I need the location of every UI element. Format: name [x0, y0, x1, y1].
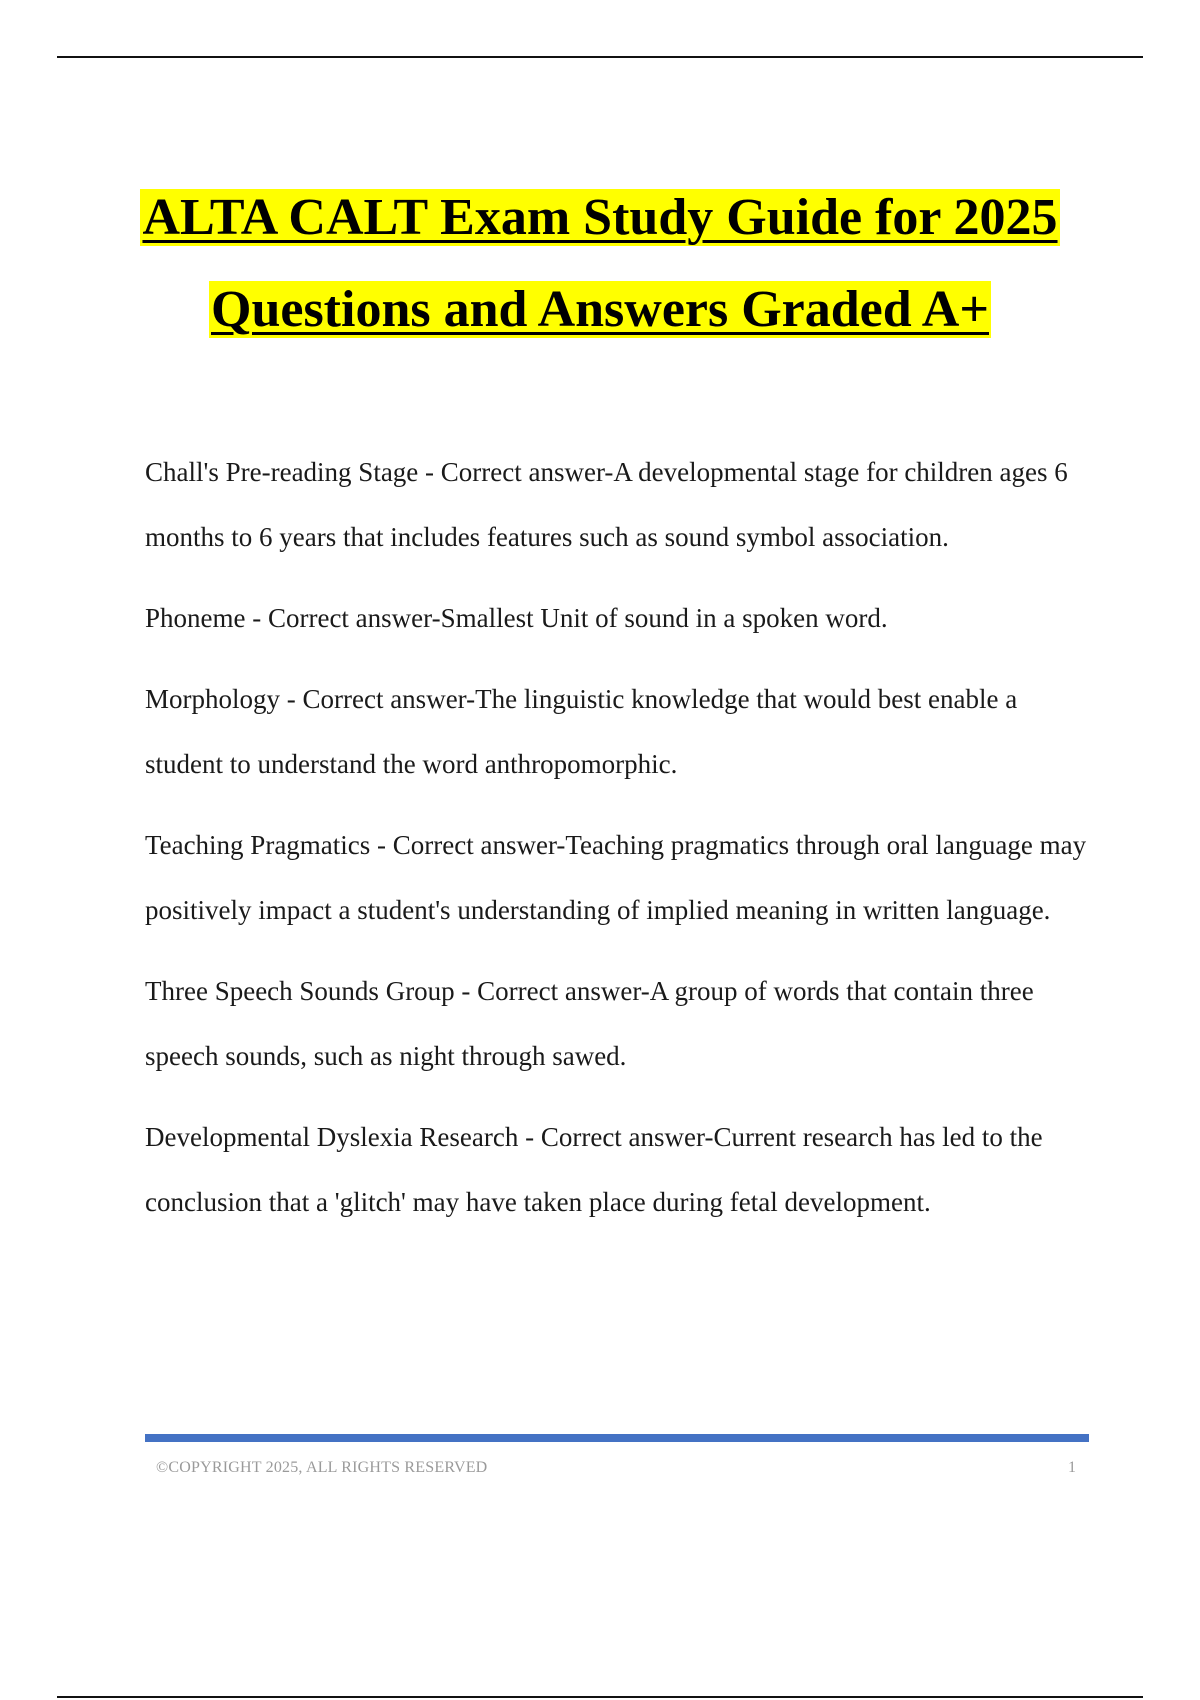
- footer-bar: [145, 1434, 1089, 1442]
- title-line-1: ALTA CALT Exam Study Guide for 2025: [142, 189, 1058, 246]
- bottom-rule: [57, 1696, 1143, 1698]
- top-rule: [57, 56, 1143, 58]
- footer-copyright: ©COPYRIGHT 2025, ALL RIGHTS RESERVED: [156, 1459, 488, 1476]
- qa-entry-challs-pre-reading-stage: Chall's Pre-reading Stage - Correct answer-A developmental stage for children ages 6 months to 6 years that includes features such as sound symbol association.: [145, 457, 1068, 552]
- qa-entry-phoneme: Phoneme - Correct answer-Smallest Unit of sound in a spoken word.: [145, 603, 888, 633]
- page-number: 1: [1068, 1459, 1076, 1476]
- document-title: [100, 172, 1100, 356]
- qa-list: [145, 440, 1095, 1251]
- qa-entry-morphology: Morphology - Correct answer-The linguistic knowledge that would best enable a student to understand the word anthropomorphic.: [145, 684, 1018, 779]
- title-line-2: Questions and Answers Graded A+: [211, 281, 989, 338]
- qa-entry-teaching-pragmatics: Teaching Pragmatics - Correct answer-Teaching pragmatics through oral language may positively impact a student's understanding of implied meaning in written language.: [145, 830, 1087, 925]
- qa-entry-three-speech-sounds-group: Three Speech Sounds Group - Correct answer-A group of words that contain three speech sounds, such as night through sawed.: [145, 976, 1034, 1071]
- qa-entry-developmental-dyslexia-research: Developmental Dyslexia Research - Correct answer-Current research has led to the conclusion that a 'glitch' may have taken place during fetal development.: [145, 1122, 1043, 1217]
